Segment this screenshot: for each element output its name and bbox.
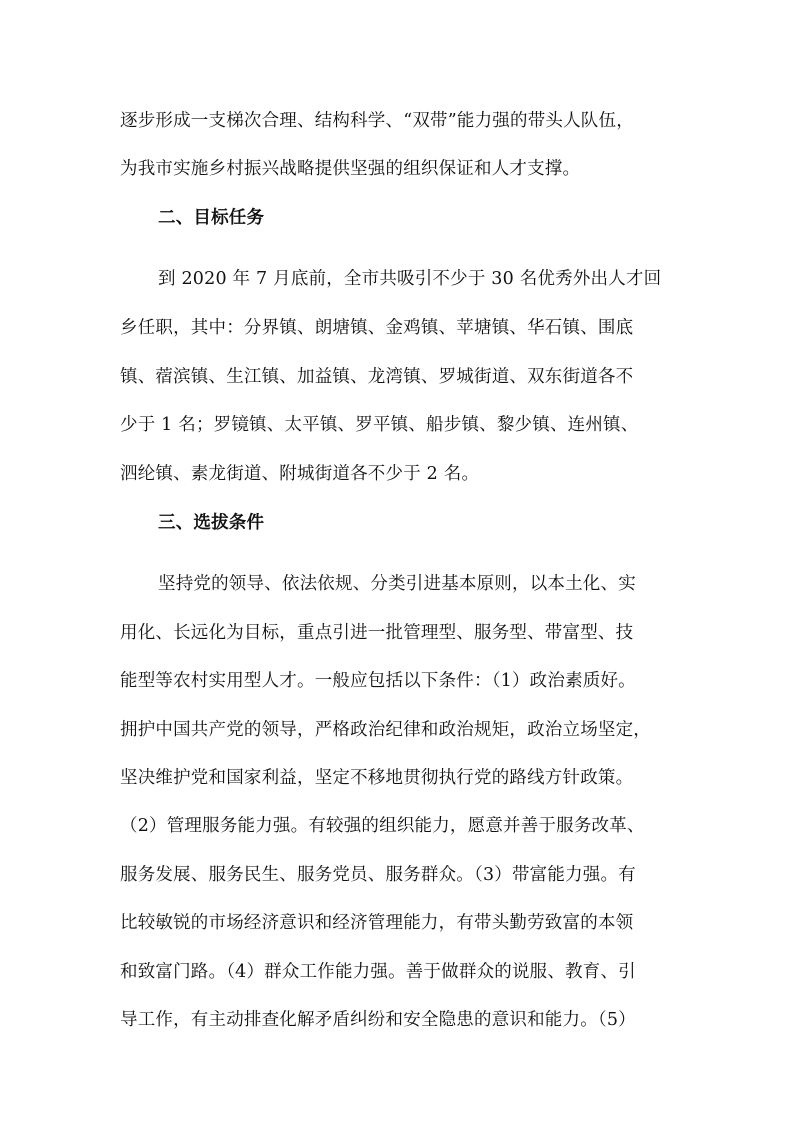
- text-line: （2）管理服务能力强。有较强的组织能力，愿意并善于服务改革、: [120, 816, 645, 836]
- text-line: 镇、蓿滨镇、生江镇、加益镇、龙湾镇、罗城街道、双东街道各不: [120, 367, 634, 387]
- text-line: 到 2020 年 7 月底前，全市共吸引不少于 30 名优秀外出人才回: [158, 269, 662, 289]
- text-line: 坚决维护党和国家利益，坚定不移地贯彻执行党的路线方针政策。: [120, 768, 634, 788]
- text-line: 用化、长远化为目标，重点引进一批管理型、服务型、带富型、技: [120, 623, 634, 643]
- text-line: 能型等农村实用型人才。一般应包括以下条件：（1）政治素质好。: [120, 671, 636, 691]
- text-line: 坚持党的领导、依法依规、分类引进基本原则，以本土化、实: [158, 574, 636, 594]
- text-line: 导工作，有主动排查化解矛盾纠纷和安全隐患的意识和能力。（5）: [120, 1010, 636, 1030]
- text-line: 逐步形成一支梯次合理、结构科学、“双带”能力强的带头人队伍，: [120, 111, 634, 131]
- section-heading-goals: 二、目标任务: [158, 208, 265, 228]
- text-line: 少于 1 名；罗镜镇、太平镇、罗平镇、船步镇、黎少镇、连州镇、: [120, 415, 639, 435]
- text-line: 乡任职，其中：分界镇、朗塘镇、金鸡镇、苹塘镇、华石镇、围底: [120, 318, 634, 338]
- section-heading-criteria: 三、选拔条件: [158, 513, 265, 533]
- text-line: 拥护中国共产党的领导，严格政治纪律和政治规矩，政治立场坚定，: [120, 720, 651, 740]
- text-line: 为我市实施乡村振兴战略提供坚强的组织保证和人才支撑。: [120, 159, 581, 179]
- text-line: 泗纶镇、素龙街道、附城街道各不少于 2 名。: [120, 464, 480, 484]
- text-line: 和致富门路。（4）群众工作能力强。善于做群众的说服、教育、引: [120, 962, 636, 982]
- text-line: 服务发展、服务民生、服务党员、服务群众。（3）带富能力强。有: [120, 865, 636, 885]
- text-line: 比较敏锐的市场经济意识和经济管理能力，有带头勤劳致富的本领: [120, 913, 634, 933]
